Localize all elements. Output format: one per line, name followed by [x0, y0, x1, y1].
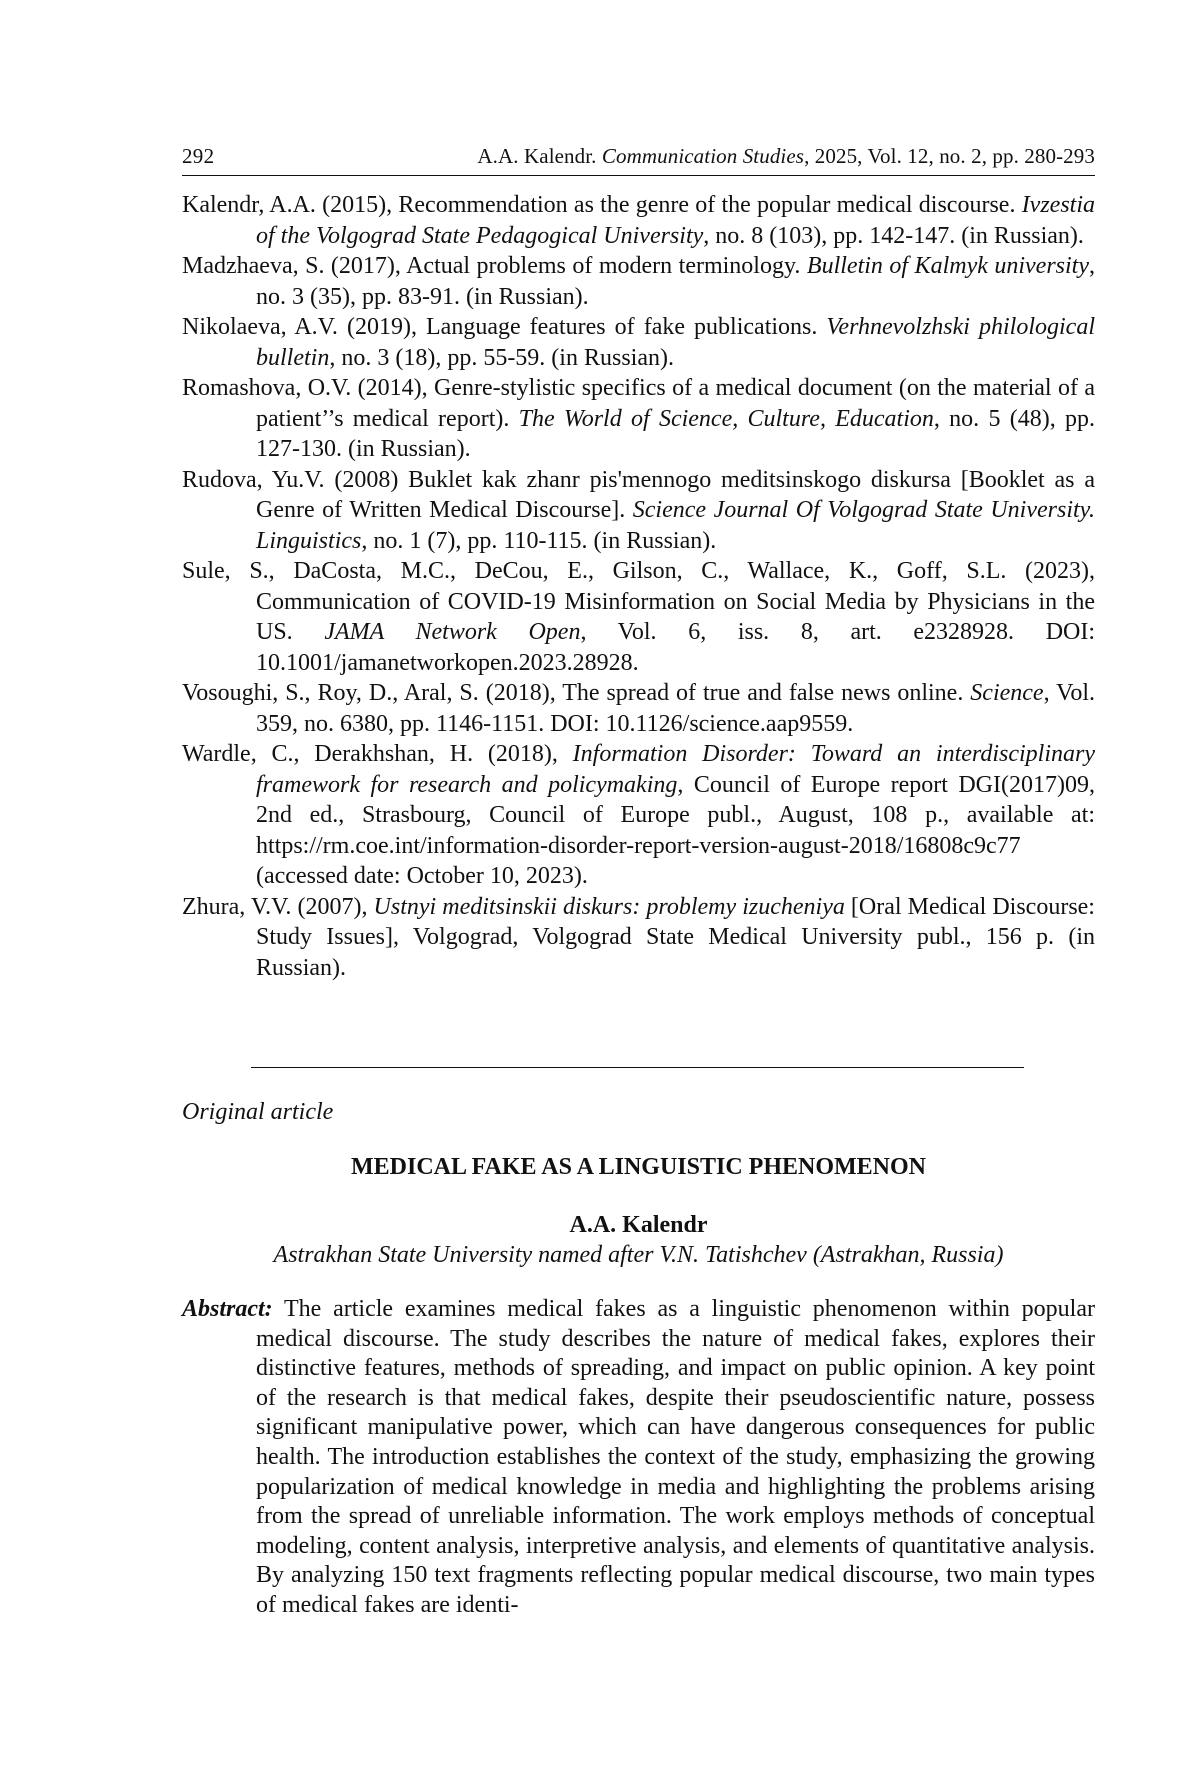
reference-list [182, 190, 1095, 983]
reference-source: Verhnevolzhski philological bulletin [256, 314, 1095, 371]
article-type-label: Original article [182, 1099, 334, 1125]
reference-details: , Vol. 359, no. 6380, pp. 1146-1151. DOI: 10.1126/science.aap9559. [256, 680, 1095, 737]
article-author: A.A. Kalendr [569, 1212, 708, 1238]
reference-details: , Vol. 6, iss. 8, art. e2328928. DOI: 10.1001/jamanetworkopen.2023.28928. [256, 619, 1096, 676]
reference-text: Romashova, O.V. (2014), Genre-stylistic specifics of a medical document (on the material of a patient’’s medical report). [182, 375, 1095, 432]
running-head-journal: Communication Studies [601, 144, 805, 168]
reference-source: Science [970, 680, 1044, 706]
reference-text: Kalendr, A.A. (2015), Recommendation as the genre of the popular medical discourse. [182, 192, 1022, 218]
section-divider [251, 1067, 1024, 1068]
reference-source: Ustnyi meditsinskii diskurs: problemy izucheniya [373, 893, 845, 920]
reference-source: Bulletin of Kalmyk university [806, 253, 1090, 279]
article-title: MEDICAL FAKE AS A LINGUISTIC PHENOMENON [351, 1154, 926, 1180]
page-header [182, 142, 1095, 176]
reference-details: , no. 1 (7), pp. 110-115. (in Russian). [361, 527, 717, 554]
page-number: 292 [182, 144, 215, 168]
reference-entry [182, 465, 1095, 557]
reference-entry [182, 556, 1095, 678]
reference-entry [182, 739, 1095, 892]
abstract-label: Abstract: [182, 1296, 273, 1322]
reference-details: , no. 3 (18), pp. 55-59. (in Russian). [329, 344, 674, 371]
reference-entry [182, 251, 1095, 312]
reference-text: Rudova, Yu.V. (2008) Buklet kak zhanr pis'mennogo meditsinskogo diskursa [Booklet as a Genre of Written Medical Discourse]. [182, 466, 1095, 523]
running-head-author: A.A. Kalendr. [477, 144, 602, 168]
reference-details: [Oral Medical Discourse: Study Issues], Volgograd, Volgograd State Medical University publ., 156 p. (in Russian). [256, 893, 1095, 981]
reference-source: JAMA Network Open [324, 619, 581, 645]
reference-source: The World of Science, Culture, Education [518, 405, 934, 432]
reference-text: Sule, S., DaCosta, M.C., DeCou, E., Gilson, C., Wallace, K., Goff, S.L. (2023), Communication of COVID-19 Misinformation on Social Media by Physicians in the US. [182, 558, 1095, 645]
reference-source: Information Disorder: Toward an interdisciplinary framework for research and policymaking [256, 741, 1096, 798]
reference-source: Science Journal Of Volgograd State University. Linguistics [256, 497, 1095, 554]
reference-text: Vosoughi, S., Roy, D., Aral, S. (2018), The spread of true and false news online. [182, 680, 971, 706]
reference-details: , no. 8 (103), pp. 142-147. (in Russian). [703, 222, 1084, 249]
reference-entry [182, 892, 1095, 984]
reference-entry [182, 373, 1095, 465]
reference-text: Nikolaeva, A.V. (2019), Language features of fake publications. [182, 314, 827, 340]
running-head-issue: , 2025, Vol. 12, no. 2, pp. 280-293 [804, 144, 1095, 168]
author-affiliation: Astrakhan State University named after V.N. Tatishchev (Astrakhan, Russia) [273, 1242, 1004, 1268]
reference-source: Ivzestia of the Volgograd State Pedagogical University [256, 192, 1095, 249]
reference-details: , Council of Europe report DGI(2017)09, 2nd ed., Strasbourg, Council of Europe publ., August, 108 p., available at: https://rm.coe.int/information-disorder-report-version-august-2018/16808c9c77 (accessed date: October 10, 2023). [256, 771, 1095, 889]
reference-text: Wardle, C., Derakhshan, H. (2018), [182, 741, 573, 767]
reference-text: Madzhaeva, S. (2017), Actual problems of modern terminology. [182, 253, 807, 279]
reference-entry [182, 190, 1095, 251]
running-head [477, 142, 1095, 170]
reference-text: Zhura, V.V. (2007), [182, 893, 374, 920]
reference-entry [182, 312, 1095, 373]
reference-details: , no. 3 (35), pp. 83-91. (in Russian). [256, 253, 1096, 310]
abstract [182, 1295, 1095, 1621]
abstract-text: The article examines medical fakes as a linguistic phenomenon within popular medical discourse. The study describes the nature of medical fakes, explores their distinctive features, methods of spreading, and impact on public opinion. A key point of the research is that medical fakes, despite their pseudoscientific nature, possess significant manipulative power, which can have dangerous consequences for public health. The introduction establishes the context of the study, emphasizing the growing popularization of medical knowledge in media and highlighting the problems arising from the spread of unreliable information. The work employs methods of conceptual modeling, content analysis, interpretive analysis, and elements of quantitative analysis. By analyzing 150 text fragments reflecting popular medical discourse, two main types of medical fakes are identi- [256, 1296, 1095, 1618]
reference-entry [182, 678, 1095, 739]
reference-details: , no. 5 (48), pp. 127-130. (in Russian). [256, 405, 1095, 462]
